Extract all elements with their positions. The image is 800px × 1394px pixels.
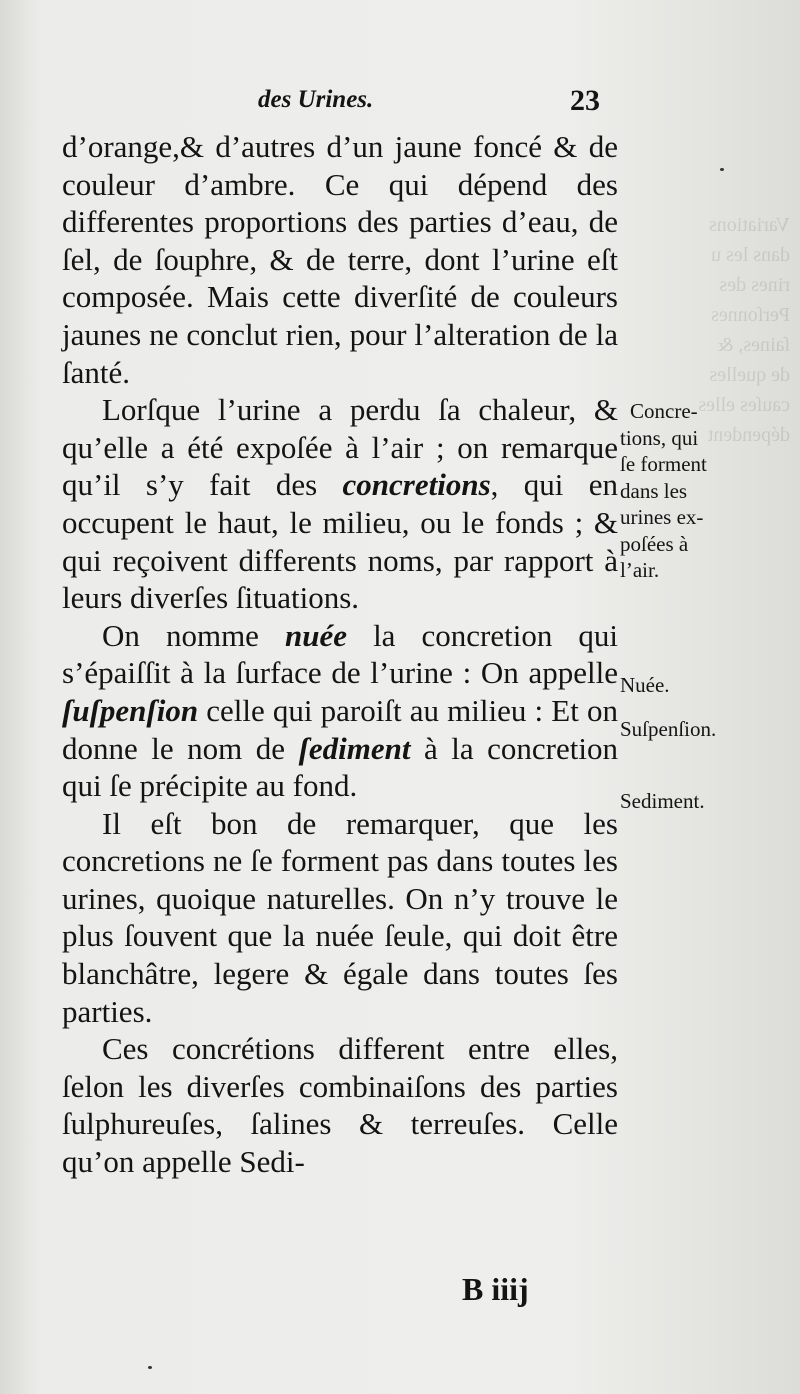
- paragraph-3-text-b: la concretion qui s’épaiſſit à la ſurface de l’urine : On appelle: [62, 617, 618, 691]
- signature-mark: B iiij: [462, 1271, 529, 1307]
- term-concretions: concretions: [342, 467, 491, 503]
- main-text: [62, 128, 618, 1181]
- margin-note-line: ſe forment: [620, 452, 707, 476]
- page-number: 23: [570, 84, 600, 117]
- margin-note-line: urines ex-: [620, 505, 704, 529]
- paragraph-4: Il eſt bon de remarquer, que les concretions ne ſe forment pas dans toutes les urines, quoique naturelles. On n’y trouve le plus ſouvent que la nuée ſeule, qui doit être blanchâtre, legere & égale dans toutes ſes parties.: [62, 805, 618, 1029]
- paragraph-2-text-b: , qui en occupent le haut, le milieu, ou le fonds ; & qui reçoivent differents noms, par rapport à leurs diverſes ſituations.: [62, 467, 618, 616]
- paragraph-2: [62, 391, 618, 617]
- paragraph-3-text-a: On nomme: [102, 617, 285, 653]
- term-suspension: ſuſpenſion: [62, 692, 199, 728]
- margin-note-nuee: Nuée.: [620, 673, 670, 697]
- paragraph-3: [62, 617, 618, 805]
- margin-note-concretions: [620, 398, 780, 584]
- margin-note-line: poſées à: [620, 531, 689, 556]
- margin-note-line: Concre-: [630, 399, 698, 423]
- ink-speck: [720, 168, 724, 171]
- margin-note-line: l’air.: [620, 558, 660, 582]
- paragraph-2-text-a: Lorſque l’urine a perdu ſa chaleur, & qu’elle a été expoſée à l’air ; on remarque qu’il s’y fait des: [62, 392, 618, 503]
- margin-note-line: tions, qui: [620, 425, 699, 450]
- paragraph-3-text-c: celle qui paroiſt au milieu : Et on donne le nom de: [62, 692, 618, 766]
- ink-speck: [148, 1366, 152, 1369]
- margin-note-suspension: Suſpenſion.: [620, 717, 717, 741]
- margin-note-line: dans les: [620, 478, 688, 503]
- term-nuee: nuée: [285, 617, 347, 653]
- show-through-text: Variations dans les u rines des Perſonnes ſaines, & de quelles cauſes elles dépendent: [698, 214, 790, 446]
- margin-note-sediment: Sediment.: [620, 789, 705, 813]
- term-sediment: ſediment: [298, 730, 411, 766]
- paragraph-1: d’orange,& d’autres d’un jaune foncé & de couleur d’ambre. Ce qui dépend des differentes proportions des parties d’eau, de ſel, de ſouphre, & de terre, dont l’urine eſt composée. Mais cette diverſité de couleurs jaunes ne conclut rien, pour l’alteration de la ſanté.: [62, 129, 618, 390]
- paragraph-5: Ces concrétions different entre elles, ſelon les diverſes combinaiſons des parties ſulphureuſes, ſalines & terreuſes. Celle qu’on appelle Sedi-: [62, 1031, 618, 1180]
- running-title: des Urines.: [258, 86, 374, 113]
- paragraph-3-text-d: à la concretion qui ſe précipite au fond.: [62, 730, 618, 804]
- page-header: [240, 86, 600, 126]
